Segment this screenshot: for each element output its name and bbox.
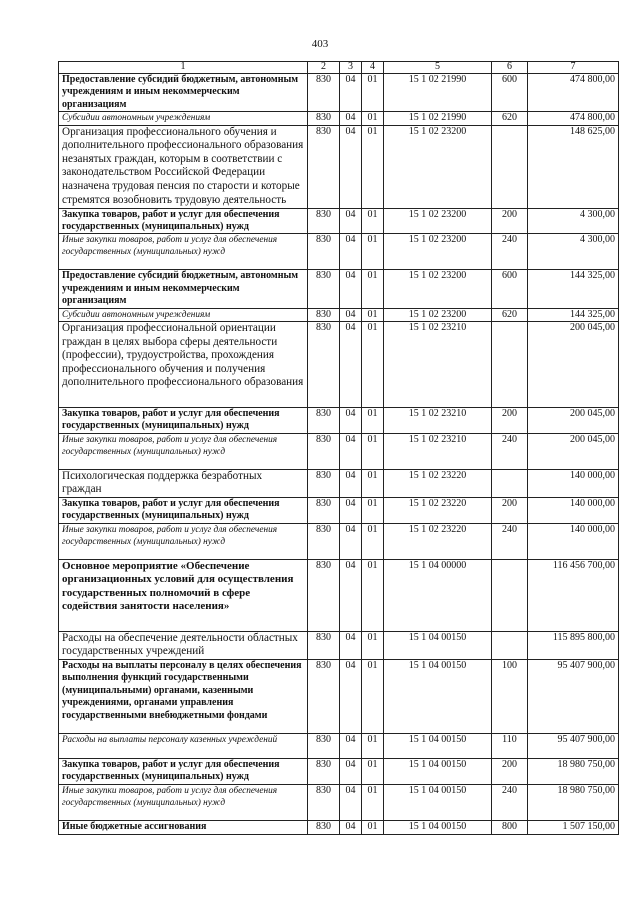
row-subsection: 01	[362, 270, 384, 308]
row-expense-type: 200	[492, 498, 528, 524]
row-subsection: 01	[362, 208, 384, 234]
table-row	[59, 125, 619, 208]
row-expense-type: 240	[492, 523, 528, 559]
row-name: Закупка товаров, работ и услуг для обеспечения государственных (муниципальных) нужд	[59, 208, 308, 234]
table-row	[59, 234, 619, 270]
row-section: 04	[340, 74, 362, 112]
row-section: 04	[340, 759, 362, 785]
row-amount: 144 325,00	[528, 270, 619, 308]
row-section: 04	[340, 208, 362, 234]
row-subsection: 01	[362, 734, 384, 759]
row-expense-type: 200	[492, 208, 528, 234]
row-target-article: 15 1 04 00150	[384, 660, 492, 734]
row-name: Основное мероприятие «Обеспечение организационных условий для осуществления государственных полномочий в сфере содействия занятости населения»	[59, 559, 308, 631]
row-amount: 474 800,00	[528, 74, 619, 112]
table-row	[59, 559, 619, 631]
row-name: Иные закупки товаров, работ и услуг для обеспечения государственных (муниципальных) нужд	[59, 433, 308, 469]
row-subsection: 01	[362, 408, 384, 434]
row-expense-type	[492, 469, 528, 497]
row-section: 04	[340, 469, 362, 497]
row-expense-type	[492, 559, 528, 631]
row-name: Расходы на обеспечение деятельности областных государственных учреждений	[59, 631, 308, 659]
row-target-article: 15 1 02 21990	[384, 74, 492, 112]
row-section: 04	[340, 433, 362, 469]
row-subsection: 01	[362, 784, 384, 820]
row-admin-code: 830	[308, 208, 340, 234]
row-amount: 144 325,00	[528, 308, 619, 321]
row-name: Иные бюджетные ассигнования	[59, 820, 308, 834]
row-target-article: 15 1 02 23200	[384, 234, 492, 270]
table-row	[59, 208, 619, 234]
table-row	[59, 433, 619, 469]
row-expense-type: 240	[492, 784, 528, 820]
row-target-article: 15 1 04 00150	[384, 784, 492, 820]
row-section: 04	[340, 820, 362, 834]
row-subsection: 01	[362, 308, 384, 321]
row-amount: 4 300,00	[528, 208, 619, 234]
row-section: 04	[340, 631, 362, 659]
row-amount: 95 407 900,00	[528, 734, 619, 759]
row-amount: 4 300,00	[528, 234, 619, 270]
row-subsection: 01	[362, 820, 384, 834]
row-admin-code: 830	[308, 820, 340, 834]
row-admin-code: 830	[308, 74, 340, 112]
table-row	[59, 759, 619, 785]
row-section: 04	[340, 408, 362, 434]
row-section: 04	[340, 322, 362, 408]
budget-table	[58, 61, 619, 835]
row-admin-code: 830	[308, 433, 340, 469]
row-expense-type: 620	[492, 112, 528, 125]
row-amount: 200 045,00	[528, 433, 619, 469]
row-amount: 116 456 700,00	[528, 559, 619, 631]
row-name: Иные закупки товаров, работ и услуг для обеспечения государственных (муниципальных) нужд	[59, 523, 308, 559]
row-amount: 140 000,00	[528, 523, 619, 559]
row-target-article: 15 1 04 00000	[384, 559, 492, 631]
row-amount: 95 407 900,00	[528, 660, 619, 734]
row-admin-code: 830	[308, 125, 340, 208]
header-col-1: 1	[59, 62, 308, 74]
row-admin-code: 830	[308, 408, 340, 434]
table-body	[59, 74, 619, 835]
row-section: 04	[340, 734, 362, 759]
row-admin-code: 830	[308, 112, 340, 125]
table-row	[59, 112, 619, 125]
row-admin-code: 830	[308, 631, 340, 659]
row-name: Расходы на выплаты персоналу казенных учреждений	[59, 734, 308, 759]
row-expense-type: 200	[492, 408, 528, 434]
row-subsection: 01	[362, 433, 384, 469]
row-name: Иные закупки товаров, работ и услуг для обеспечения государственных (муниципальных) нужд	[59, 784, 308, 820]
row-target-article: 15 1 02 23220	[384, 469, 492, 497]
row-admin-code: 830	[308, 559, 340, 631]
table-row	[59, 523, 619, 559]
row-name: Закупка товаров, работ и услуг для обеспечения государственных (муниципальных) нужд	[59, 408, 308, 434]
table-row	[59, 308, 619, 321]
table-row	[59, 734, 619, 759]
row-amount: 200 045,00	[528, 322, 619, 408]
row-expense-type: 800	[492, 820, 528, 834]
row-expense-type	[492, 631, 528, 659]
row-name: Иные закупки товаров, работ и услуг для обеспечения государственных (муниципальных) нужд	[59, 234, 308, 270]
header-col-4: 4	[362, 62, 384, 74]
table-row	[59, 270, 619, 308]
row-target-article: 15 1 02 23200	[384, 125, 492, 208]
row-section: 04	[340, 112, 362, 125]
row-name: Организация профессиональной ориентации граждан в целях выбора сферы деятельности (профессии), трудоустройства, прохождения профессионального обучения и получения дополнительного профессионального образования	[59, 322, 308, 408]
header-col-2: 2	[308, 62, 340, 74]
row-expense-type: 110	[492, 734, 528, 759]
row-admin-code: 830	[308, 469, 340, 497]
row-subsection: 01	[362, 322, 384, 408]
row-section: 04	[340, 660, 362, 734]
row-expense-type: 240	[492, 433, 528, 469]
row-subsection: 01	[362, 125, 384, 208]
table-row	[59, 820, 619, 834]
table-row	[59, 631, 619, 659]
row-subsection: 01	[362, 759, 384, 785]
row-name: Субсидии автономным учреждениям	[59, 112, 308, 125]
row-section: 04	[340, 125, 362, 208]
row-section: 04	[340, 523, 362, 559]
row-amount: 148 625,00	[528, 125, 619, 208]
row-target-article: 15 1 02 23220	[384, 498, 492, 524]
header-row	[59, 62, 619, 74]
row-section: 04	[340, 559, 362, 631]
row-subsection: 01	[362, 469, 384, 497]
row-amount: 18 980 750,00	[528, 784, 619, 820]
table-row	[59, 660, 619, 734]
row-target-article: 15 1 04 00150	[384, 759, 492, 785]
row-target-article: 15 1 04 00150	[384, 734, 492, 759]
row-admin-code: 830	[308, 308, 340, 321]
row-target-article: 15 1 04 00150	[384, 820, 492, 834]
row-admin-code: 830	[308, 322, 340, 408]
row-admin-code: 830	[308, 234, 340, 270]
table-row	[59, 469, 619, 497]
header-col-3: 3	[340, 62, 362, 74]
row-admin-code: 830	[308, 660, 340, 734]
row-amount: 18 980 750,00	[528, 759, 619, 785]
row-name: Закупка товаров, работ и услуг для обеспечения государственных (муниципальных) нужд	[59, 759, 308, 785]
row-amount: 115 895 800,00	[528, 631, 619, 659]
row-amount: 1 507 150,00	[528, 820, 619, 834]
row-target-article: 15 1 02 23200	[384, 208, 492, 234]
row-target-article: 15 1 02 23210	[384, 322, 492, 408]
row-target-article: 15 1 02 21990	[384, 112, 492, 125]
row-expense-type	[492, 125, 528, 208]
table-row	[59, 74, 619, 112]
row-section: 04	[340, 498, 362, 524]
row-name: Расходы на выплаты персоналу в целях обеспечения выполнения функций государственными (муниципальными) органами, казенными учреждениями, органами управления государственными внебюджетными фондами	[59, 660, 308, 734]
page-number: 403	[311, 38, 329, 50]
table-row	[59, 498, 619, 524]
row-amount: 200 045,00	[528, 408, 619, 434]
row-expense-type: 600	[492, 270, 528, 308]
row-expense-type: 600	[492, 74, 528, 112]
row-admin-code: 830	[308, 734, 340, 759]
header-col-6: 6	[492, 62, 528, 74]
row-amount: 140 000,00	[528, 469, 619, 497]
row-subsection: 01	[362, 660, 384, 734]
row-admin-code: 830	[308, 784, 340, 820]
row-subsection: 01	[362, 234, 384, 270]
row-name: Предоставление субсидий бюджетным, автономным учреждениям и иным некоммерческим организациям	[59, 74, 308, 112]
row-admin-code: 830	[308, 270, 340, 308]
header-col-5: 5	[384, 62, 492, 74]
row-target-article: 15 1 02 23210	[384, 433, 492, 469]
row-subsection: 01	[362, 498, 384, 524]
row-name: Субсидии автономным учреждениям	[59, 308, 308, 321]
row-admin-code: 830	[308, 759, 340, 785]
row-section: 04	[340, 270, 362, 308]
row-subsection: 01	[362, 112, 384, 125]
row-subsection: 01	[362, 559, 384, 631]
table-row	[59, 408, 619, 434]
row-subsection: 01	[362, 523, 384, 559]
row-expense-type: 240	[492, 234, 528, 270]
row-admin-code: 830	[308, 523, 340, 559]
row-name: Организация профессионального обучения и дополнительного профессионального образования незанятых граждан, которым в соответствии с законодательством Российской Федерации назначена трудовая пенсия по старости и которые стремятся возобновить трудовую деятельность	[59, 125, 308, 208]
row-target-article: 15 1 02 23200	[384, 270, 492, 308]
row-expense-type: 100	[492, 660, 528, 734]
table-row	[59, 322, 619, 408]
row-amount: 474 800,00	[528, 112, 619, 125]
row-expense-type: 620	[492, 308, 528, 321]
row-section: 04	[340, 308, 362, 321]
row-name: Закупка товаров, работ и услуг для обеспечения государственных (муниципальных) нужд	[59, 498, 308, 524]
row-target-article: 15 1 02 23200	[384, 308, 492, 321]
row-target-article: 15 1 02 23210	[384, 408, 492, 434]
row-admin-code: 830	[308, 498, 340, 524]
row-target-article: 15 1 04 00150	[384, 631, 492, 659]
row-expense-type	[492, 322, 528, 408]
row-target-article: 15 1 02 23220	[384, 523, 492, 559]
row-name: Психологическая поддержка безработных граждан	[59, 469, 308, 497]
row-amount: 140 000,00	[528, 498, 619, 524]
row-subsection: 01	[362, 74, 384, 112]
row-section: 04	[340, 234, 362, 270]
row-expense-type: 200	[492, 759, 528, 785]
row-section: 04	[340, 784, 362, 820]
row-subsection: 01	[362, 631, 384, 659]
table-row	[59, 784, 619, 820]
header-col-7: 7	[528, 62, 619, 74]
row-name: Предоставление субсидий бюджетным, автономным учреждениям и иным некоммерческим организациям	[59, 270, 308, 308]
